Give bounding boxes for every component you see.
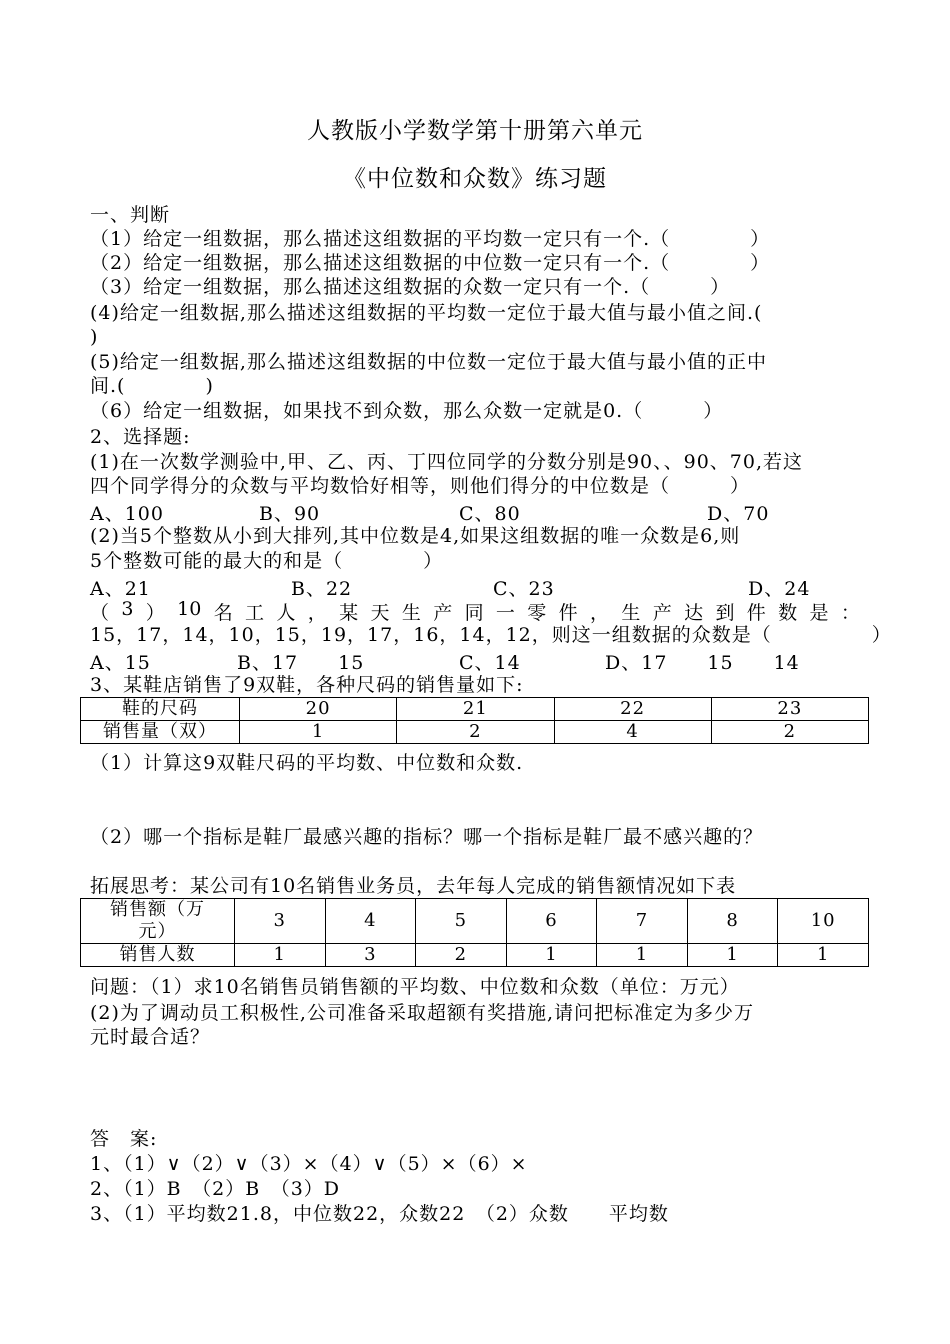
q3-line-token: 达	[684, 602, 704, 624]
q3-line-token: 数	[778, 602, 798, 624]
q3-line-token: 到	[715, 602, 735, 624]
answers-heading: 答 案:	[90, 1128, 158, 1150]
choice-q2-option-d: D、24	[748, 578, 811, 600]
choice-q2-option-a: A、21	[90, 578, 151, 600]
table-cell: 2	[416, 944, 507, 967]
choice-q2-line1: (2)当5个整数从小到大排列,其中位数是4,如果这组数据的唯一众数是6,则	[90, 525, 741, 547]
table-header-cell: 鞋的尺码	[81, 698, 240, 721]
judge-item-4: (4)给定一组数据,那么描述这组数据的平均数一定位于最大值与最小值之间.(	[90, 302, 763, 324]
judge-item-2: （2）给定一组数据，那么描述这组数据的中位数一定只有一个.（ ）	[90, 252, 771, 274]
choice-q3-line2: 15，17，14，10，15，19，17，16，14，12，则这一组数据的众数是（ ）	[90, 624, 892, 646]
extension-heading: 拓展思考：某公司有10名销售业务员，去年每人完成的销售额情况如下表	[90, 875, 737, 897]
table-row	[81, 721, 869, 744]
table-cell: 8	[687, 899, 778, 944]
q3-line-token: 一	[495, 602, 515, 624]
q3-line-token: 件	[746, 602, 766, 624]
section2-heading: 2、选择题:	[90, 426, 191, 448]
q3-line-token: ，	[590, 602, 610, 624]
table-cell: 2	[711, 721, 868, 744]
choice-q3-option-b: B、17 15	[237, 652, 365, 674]
table-cell: 1	[506, 944, 597, 967]
judge-item-5: (5)给定一组数据,那么描述这组数据的中位数一定位于最大值与最小值的正中	[90, 351, 767, 373]
table-cell: 10	[778, 899, 869, 944]
extension-question-2-line1: (2)为了调动员工积极性,公司准备采取超额有奖措施,请问把标准定为多少万	[90, 1002, 754, 1024]
choice-q1-option-d: D、70	[707, 503, 770, 525]
table-cell: 4	[325, 899, 416, 944]
answer-line-2: 2、（1）B （2）B （3）D	[90, 1178, 341, 1200]
judge-item-4-cont: )	[90, 326, 99, 348]
choice-q1-option-c: C、80	[459, 503, 521, 525]
table-cell: 20	[240, 698, 397, 721]
table-row	[81, 899, 869, 944]
extension-question-2-line2: 元时最合适？	[90, 1026, 211, 1048]
table-cell: 6	[506, 899, 597, 944]
judge-item-1: （1）给定一组数据，那么描述这组数据的平均数一定只有一个.（ ）	[90, 228, 771, 250]
table-header-cell: 销售人数	[81, 944, 235, 967]
q3-line-token: 产	[433, 602, 453, 624]
judge-item-6: （6）给定一组数据，如果找不到众数，那么众数一定就是0.（ ）	[90, 400, 724, 422]
choice-q3-option-a: A、15	[90, 652, 151, 674]
table-cell: 1	[240, 721, 397, 744]
table-cell: 2	[397, 721, 554, 744]
q3-line-token: （	[90, 602, 110, 624]
table-row	[81, 698, 869, 721]
q3-line-token: 生	[401, 602, 421, 624]
section1-heading: 一、判断	[90, 204, 171, 226]
table-header-cell: 销售量（双）	[81, 721, 240, 744]
choice-q2-option-b: B、22	[291, 578, 353, 600]
q3-line-token: ：	[840, 602, 860, 624]
q3-line-token: 件	[558, 602, 578, 624]
q3-line-token: ，	[307, 602, 327, 624]
table-cell: 3	[325, 944, 416, 967]
q3-line-token: 名	[213, 602, 233, 624]
q3-line-token: 零	[527, 602, 547, 624]
page-title: 人教版小学数学第十册第六单元	[307, 118, 643, 144]
table-header-line: 元）	[138, 921, 177, 942]
choice-q3-option-d: D、17 15 14	[605, 652, 800, 674]
table-header-line: 销售额（万	[110, 899, 205, 920]
choice-q1-line2: 四个同学得分的众数与平均数恰好相等，则他们得分的中位数是（ ）	[90, 475, 751, 497]
q3-line-token: 某	[339, 602, 359, 624]
answer-line-3: 3、（1）平均数21.8，中位数22，众数22 （2）众数 平均数	[90, 1203, 669, 1225]
table-cell: 1	[597, 944, 688, 967]
sales-table	[80, 898, 869, 967]
table-cell: 1	[778, 944, 869, 967]
q3-line-token: 生	[621, 602, 641, 624]
q3-line-token: 3	[121, 598, 134, 620]
table-cell: 22	[554, 698, 711, 721]
choice-q1-option-a: A、100	[90, 503, 164, 525]
table-cell: 5	[416, 899, 507, 944]
section3-heading: 3、某鞋店销售了9双鞋，各种尺码的销售量如下:	[90, 674, 524, 696]
section3-question-1: （1）计算这9双鞋尺码的平均数、中位数和众数.	[90, 752, 524, 774]
section3-question-2: （2）哪一个指标是鞋厂最感兴趣的指标？哪一个指标是鞋厂最不感兴趣的？	[90, 826, 764, 848]
page-subtitle: 《中位数和众数》练习题	[343, 166, 607, 192]
table-cell: 7	[597, 899, 688, 944]
q3-line-token: ）	[145, 602, 165, 624]
table-row	[81, 944, 869, 967]
q3-line-token: 是	[809, 602, 829, 624]
choice-q2-option-c: C、23	[493, 578, 555, 600]
answer-line-1: 1、（1）∨（2）∨（3）×（4）∨（5）×（6）×	[90, 1153, 528, 1175]
table-cell: 4	[554, 721, 711, 744]
q3-line-token: 产	[652, 602, 672, 624]
table-cell: 3	[235, 899, 326, 944]
shoe-size-table	[80, 697, 869, 744]
choice-q1-line1: (1)在一次数学测验中,甲、乙、丙、丁四位同学的分数分别是90、、90、70,若这	[90, 451, 804, 473]
choice-q1-option-b: B、90	[259, 503, 321, 525]
judge-item-3: （3）给定一组数据，那么描述这组数据的众数一定只有一个.（ ）	[90, 276, 731, 298]
choice-q3-option-c: C、14	[459, 652, 521, 674]
q3-line-token: 同	[464, 602, 484, 624]
q3-line-token: 工	[245, 602, 265, 624]
q3-line-token: 人	[276, 602, 296, 624]
extension-question-1: 问题：（1）求10名销售员销售额的平均数、中位数和众数（单位：万元）	[90, 976, 740, 998]
q3-line-token: 天	[370, 602, 390, 624]
table-cell: 1	[235, 944, 326, 967]
judge-item-5-cont: 间.( )	[90, 375, 214, 397]
table-header-cell	[81, 899, 235, 944]
q3-line-token: 10	[177, 598, 202, 620]
table-cell: 21	[397, 698, 554, 721]
choice-q2-line2: 5个整数可能的最大的和是（ ）	[90, 550, 444, 572]
choice-q3-line1	[90, 598, 860, 625]
table-cell: 1	[687, 944, 778, 967]
table-cell: 23	[711, 698, 868, 721]
